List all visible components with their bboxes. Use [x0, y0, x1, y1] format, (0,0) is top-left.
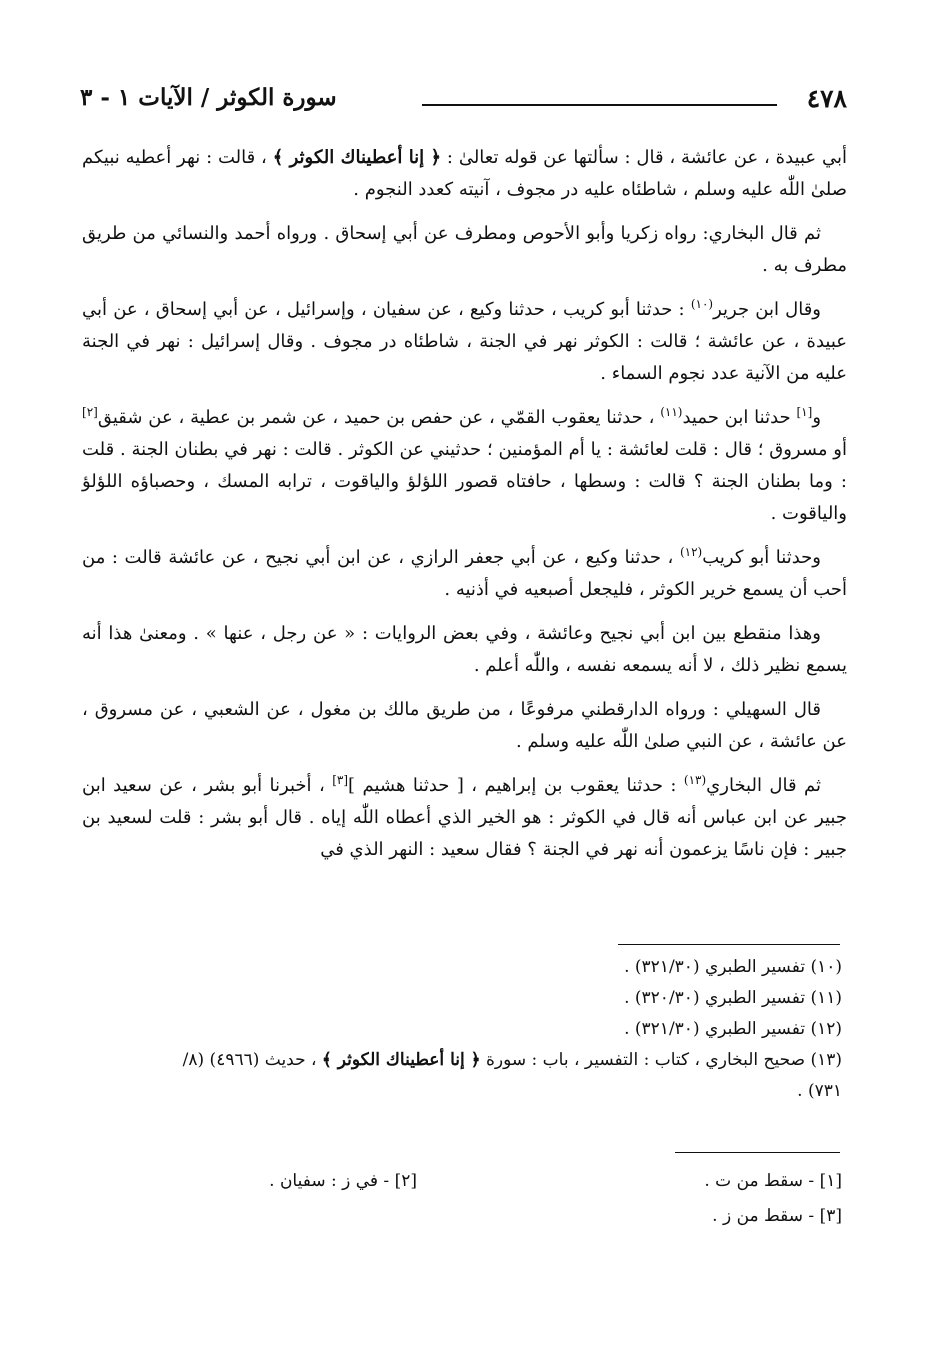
variant-ref-1: [١]	[796, 405, 813, 419]
footnote-ref-13: (١٣)	[683, 773, 707, 787]
footnote-13	[82, 1045, 842, 1107]
quran-verse: ﴿ إنا أعطيناك الكوثر ﴾	[321, 1050, 481, 1070]
paragraph-4	[82, 402, 847, 530]
paragraph-5	[82, 542, 847, 606]
text-span: وقال ابن جرير	[713, 299, 821, 320]
paragraph-3	[82, 294, 847, 390]
text-span: حدثنا ابن حميد	[682, 407, 797, 428]
running-title: سورة الكوثر / الآيات ١ - ٣	[80, 84, 337, 111]
footnote-ref-11: (١١)	[660, 405, 683, 419]
page-header	[80, 84, 847, 124]
footnote-11: (١١) تفسير الطبري (٣٢٠/٣٠) .	[624, 988, 842, 1008]
text-span: ثم قال البخاري	[706, 775, 822, 796]
paragraph-8	[82, 770, 847, 866]
text-span: ، أخبرنا أبو بشر ، عن سعيد ابن جبير عن ابن عباس أنه قال في الكوثر : هو الخير الذي أعطاه اللّٰه إياه . قال أبو بشر : قلت لسعيد بن جبير : فإن ناسًا يزعمون أنه نهر في الجنة ؟ فقال سعيد : النهر الذي في	[82, 775, 847, 860]
variant-note-2: [٢] - في ز : سفيان .	[269, 1171, 417, 1191]
text-span: أو مسروق ؛ قال : قلت لعائشة : يا أم المؤمنين ؛ حدثيني عن الكوثر . قالت : نهر في بطنان الجنة . قلت : وما بطنان الجنة ؟ قالت : وسطها ، حافتاه قصور اللؤلؤ والياقوت ، ترابه المسك ، وحصباؤه اللؤلؤ والياقوت .	[82, 439, 847, 524]
variant-note-3: [٣] - سقط من ز .	[712, 1206, 842, 1226]
footnotes	[82, 952, 842, 1107]
footnote-12: (١٢) تفسير الطبري (٣٢١/٣٠) .	[624, 1019, 842, 1039]
text-span: ، حدثنا وكيع ، عن أبي جعفر الرازي ، عن ابن أبي نجيح ، عن عائشة قالت : من أحب أن يسمع خرير الكوثر ، فليجعل أصبعيه في أذنيه .	[82, 547, 847, 600]
text-span: أبي عبيدة ، عن عائشة ، قال : سألتها عن قوله تعالىٰ :	[441, 147, 848, 168]
variant-notes-row	[240, 1199, 842, 1234]
text-span: ، قالت : نهر أعطيه نبيكم صلىٰ اللّٰه عليه وسلم ، شاطئاه عليه در مجوف ، آنيته كعدد النجوم .	[82, 147, 847, 200]
main-text	[82, 142, 847, 878]
text-span: و	[812, 407, 822, 428]
footnote-ref-12: (١٢)	[679, 545, 703, 559]
footnote-13-continuation: ٧٣١) .	[797, 1081, 842, 1101]
text-span: وحدثنا أبو كريب	[702, 547, 821, 568]
variant-notes	[240, 1164, 842, 1234]
variant-notes-divider	[675, 1152, 840, 1153]
variant-note-1: [١] - سقط من ت .	[704, 1171, 842, 1191]
text-span: (١٣) صحيح البخاري ، كتاب : التفسير ، باب : سورة	[480, 1050, 842, 1070]
text-span: ، حدثنا يعقوب القمّي ، عن حفص بن حميد ، عن شمر بن عطية ، عن شقيق	[97, 407, 661, 428]
text-span: ، حديث (٤٩٦٦) (٨/	[182, 1050, 322, 1070]
paragraph-6: وهذا منقطع بين ابن أبي نجيح وعائشة ، وفي بعض الروايات : « عن رجل ، عنها » . ومعنىٰ هذا أنه يسمع نظير ذلك ، لا أنه يسمعه نفسه ، واللّٰه أعلم .	[82, 623, 847, 676]
text-span: : حدثنا يعقوب بن إبراهيم ، [ حدثنا هشيم ]	[348, 775, 684, 796]
page-number: ٤٧٨	[806, 84, 847, 113]
paragraph-7: قال السهيلي : ورواه الدارقطني مرفوعًا ، من طريق مالك بن مغول ، عن الشعبي ، عن مسروق ، عن عائشة ، عن النبي صلىٰ اللّٰه عليه وسلم .	[82, 699, 847, 752]
variant-ref-3: [٣]	[332, 773, 349, 787]
footnote-divider	[618, 944, 840, 945]
footnote-10: (١٠) تفسير الطبري (٣٢١/٣٠) .	[624, 957, 842, 977]
text-span: : حدثنا أبو كريب ، حدثنا وكيع ، عن سفيان ، وإسرائيل ، عن أبي إسحاق ، عن أبي عبيدة ، عن عائشة ؛ قالت : الكوثر نهر في الجنة ، شاطئاه در مجوف . وقال إسرائيل : نهر في الجنة عليه من الآنية عدد نجوم السماء .	[82, 299, 847, 384]
variant-ref-2: [٢]	[82, 405, 98, 419]
header-rule	[422, 104, 777, 106]
paragraph-1	[82, 142, 847, 206]
footnote-ref-10: (١٠)	[690, 297, 714, 311]
quran-verse: ﴿ إنا أعطيناك الكوثر ﴾	[272, 147, 442, 168]
variant-notes-row	[240, 1164, 842, 1199]
paragraph-2: ثم قال البخاري: رواه زكريا وأبو الأحوص ومطرف عن أبي إسحاق . ورواه أحمد والنسائي من طريق مطرف به .	[82, 223, 847, 276]
